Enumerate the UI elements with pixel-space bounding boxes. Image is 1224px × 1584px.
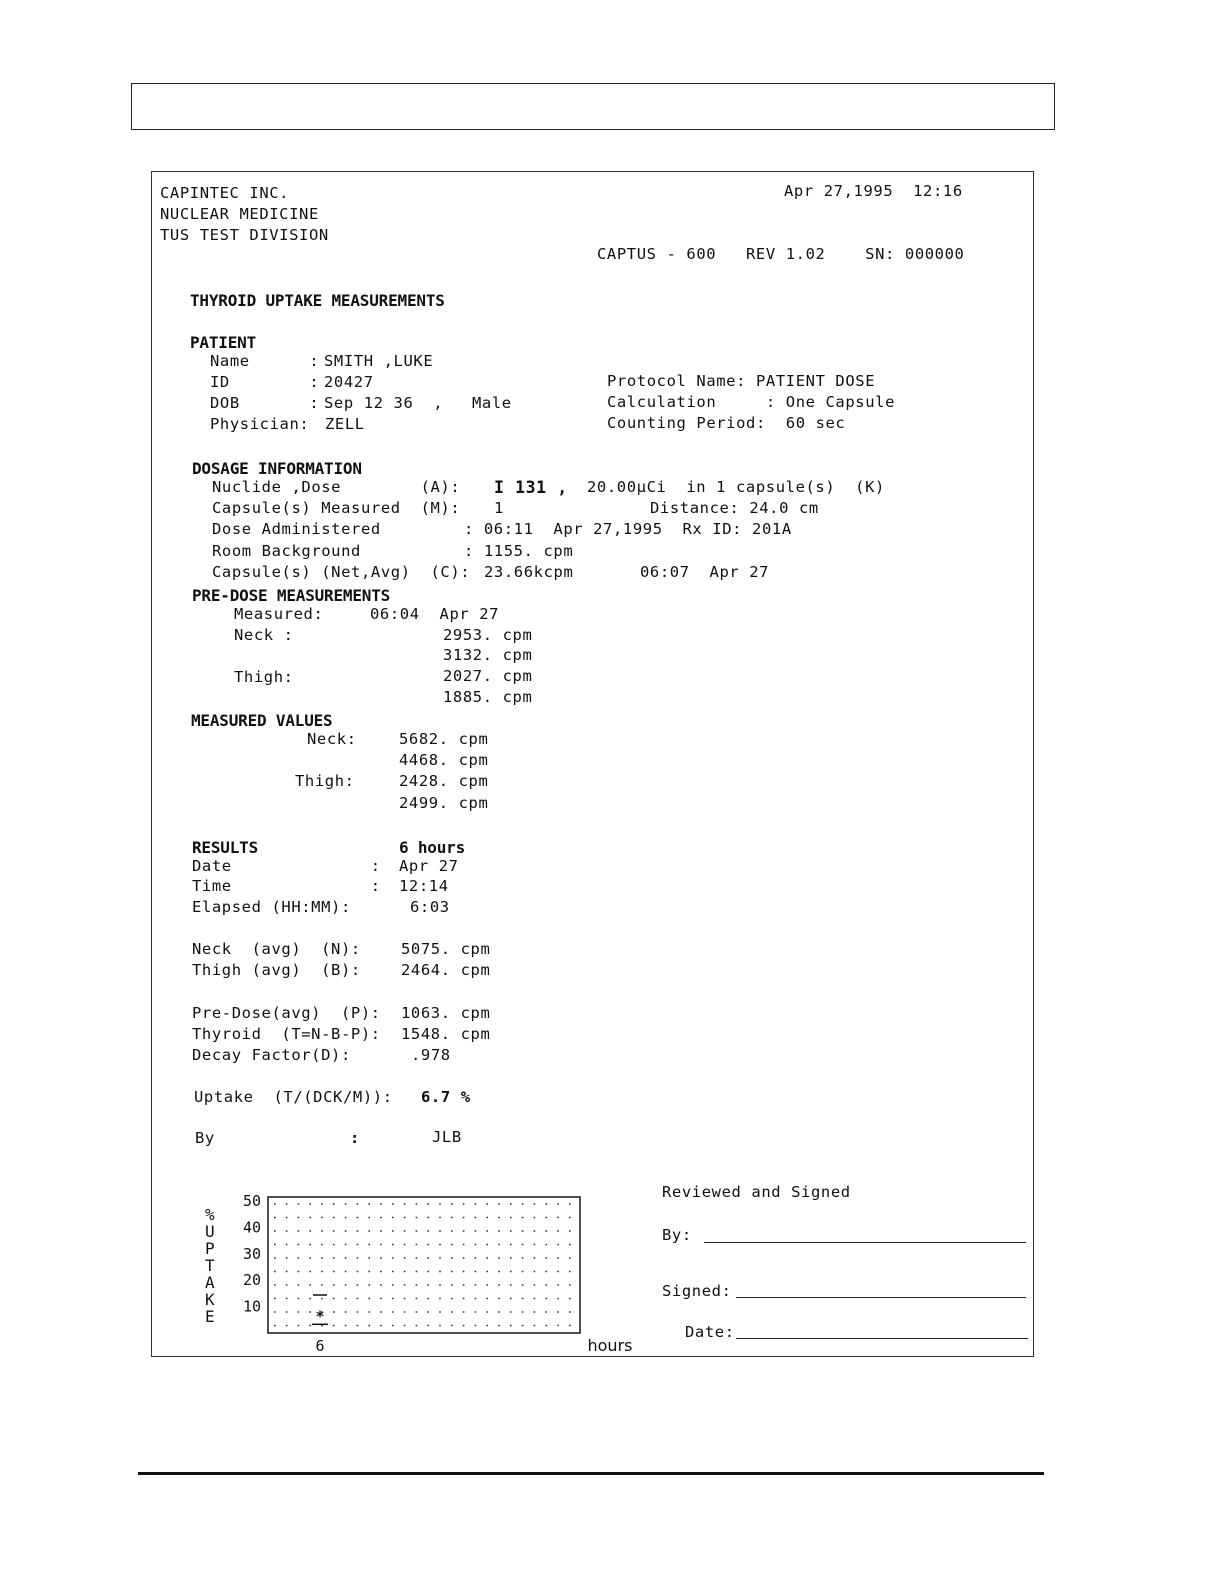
page-bottom-rule xyxy=(138,1472,1044,1475)
counting-period: Counting Period: 60 sec xyxy=(607,414,846,432)
thyroid-label: Thyroid (T=N-B-P): xyxy=(192,1025,381,1043)
predose-avg-value: 1063. cpm xyxy=(401,1004,491,1022)
predose-measured-label: Measured: xyxy=(234,605,324,623)
protocol-name: Protocol Name: PATIENT DOSE xyxy=(607,372,876,390)
signature-date-label: Date: xyxy=(685,1323,735,1341)
distance-value: Distance: 24.0 cm xyxy=(650,499,819,517)
predose-neck-label: Neck : xyxy=(234,626,294,644)
department-name: NUCLEAR MEDICINE xyxy=(160,205,319,223)
signature-by-label: By: xyxy=(662,1226,692,1244)
chart-y-axis-letter: U xyxy=(205,1222,215,1241)
dosage-heading: DOSAGE INFORMATION xyxy=(192,459,362,478)
predose-neck-value: 3132. cpm xyxy=(443,646,533,664)
chart-data-point: * xyxy=(315,1307,325,1326)
measured-neck-value: 5682. cpm xyxy=(399,730,489,748)
patient-sex: Male xyxy=(472,394,512,412)
calculation-type: Calculation : One Capsule xyxy=(607,393,896,411)
by-label: By xyxy=(195,1129,215,1147)
dose-administered-value: : 06:11 Apr 27,1995 Rx ID: 201A xyxy=(464,520,792,538)
predose-neck-value: 2953. cpm xyxy=(443,626,533,644)
uptake-label: Uptake (T/(DCK/M)): xyxy=(194,1088,393,1106)
chart-y-axis-letter: T xyxy=(205,1256,215,1275)
chart-y-tick-label: 30 xyxy=(242,1244,261,1263)
dob-label: DOB : xyxy=(210,394,320,412)
capsule-measured-label: Capsule(s) Measured (M): xyxy=(212,499,461,517)
measured-heading: MEASURED VALUES xyxy=(191,711,333,730)
room-background-value: : 1155. cpm xyxy=(464,542,574,560)
results-date-value: Apr 27 xyxy=(399,857,459,875)
chart-y-tick-label: 20 xyxy=(242,1271,261,1290)
signature-signed-label: Signed: xyxy=(662,1282,732,1300)
name-label: Name : xyxy=(210,352,320,370)
chart-y-tick-label: 50 xyxy=(242,1192,261,1210)
chart-y-axis-letter: A xyxy=(205,1273,215,1292)
dose-administered-label: Dose Administered xyxy=(212,520,381,538)
dose-value: 20.00µCi in 1 capsule(s) (K) xyxy=(587,478,885,496)
signature-heading: Reviewed and Signed xyxy=(662,1183,851,1201)
chart-y-axis-letter: E xyxy=(205,1307,215,1326)
report-title: THYROID UPTAKE MEASUREMENTS xyxy=(190,291,445,310)
chart-x-tick-label: 6 xyxy=(315,1337,325,1355)
chart-y-axis-letter: % xyxy=(205,1205,215,1224)
signature-signed-line[interactable] xyxy=(736,1297,1026,1298)
elapsed-label: Elapsed (HH:MM): xyxy=(192,898,351,916)
decay-factor-label: Decay Factor(D): xyxy=(192,1046,351,1064)
thigh-avg-value: 2464. cpm xyxy=(401,961,491,979)
uptake-value: 6.7 % xyxy=(421,1088,471,1106)
results-date-label: Date : xyxy=(192,857,381,875)
measured-thigh-value: 2499. cpm xyxy=(399,794,489,812)
device-info: CAPTUS - 600 REV 1.02 SN: 000000 xyxy=(597,245,965,263)
capsule-net-label: Capsule(s) (Net,Avg) (C): xyxy=(212,563,471,581)
elapsed-value: 6:03 xyxy=(410,898,450,916)
results-time-value: 12:14 xyxy=(399,877,449,895)
predose-thigh-value: 2027. cpm xyxy=(443,667,533,685)
uptake-chart xyxy=(225,1185,655,1355)
id-label: ID : xyxy=(210,373,320,391)
decay-factor-value: .978 xyxy=(411,1046,451,1064)
nuclide-value: I 131 , xyxy=(494,478,568,497)
chart-y-tick-label: 10 xyxy=(242,1297,261,1316)
thigh-avg-label: Thigh (avg) (B): xyxy=(192,961,361,979)
capsule-measured-value: 1 xyxy=(494,499,504,517)
report-date-time: Apr 27,1995 12:16 xyxy=(784,182,963,200)
physician-label: Physician: xyxy=(210,415,310,433)
measured-neck-value: 4468. cpm xyxy=(399,751,489,769)
nuclide-label: Nuclide ,Dose (A): xyxy=(212,478,461,496)
predose-thigh-label: Thigh: xyxy=(234,668,294,686)
physician-name: ZELL xyxy=(325,415,365,433)
measured-neck-label: Neck: xyxy=(307,730,357,748)
chart-y-axis-letter: K xyxy=(205,1290,215,1309)
division-name: TUS TEST DIVISION xyxy=(160,226,329,244)
capsule-net-value: 23.66kcpm xyxy=(484,563,574,581)
thyroid-value: 1548. cpm xyxy=(401,1025,491,1043)
results-time-label: Time : xyxy=(192,877,381,895)
predose-thigh-value: 1885. cpm xyxy=(443,688,533,706)
measured-thigh-value: 2428. cpm xyxy=(399,772,489,790)
company-name: CAPINTEC INC. xyxy=(160,184,290,202)
room-background-label: Room Background xyxy=(212,542,361,560)
patient-dob: Sep 12 36 , xyxy=(324,394,444,412)
by-colon: : xyxy=(350,1129,360,1147)
signature-date-line[interactable] xyxy=(736,1338,1028,1339)
patient-name: SMITH ,LUKE xyxy=(324,352,434,370)
capsule-net-time: 06:07 Apr 27 xyxy=(640,563,770,581)
neck-avg-label: Neck (avg) (N): xyxy=(192,940,361,958)
results-column-heading: 6 hours xyxy=(399,838,466,857)
measured-thigh-label: Thigh: xyxy=(295,772,355,790)
page-header-box xyxy=(131,83,1055,130)
by-value: JLB xyxy=(432,1128,462,1146)
chart-y-tick-label: 40 xyxy=(242,1218,261,1237)
chart-x-axis-label: hours xyxy=(587,1336,633,1355)
predose-heading: PRE-DOSE MEASUREMENTS xyxy=(192,586,391,605)
report-frame xyxy=(151,171,1034,1357)
results-heading: RESULTS xyxy=(192,838,259,857)
predose-avg-label: Pre-Dose(avg) (P): xyxy=(192,1004,381,1022)
chart-y-axis-letter: P xyxy=(205,1239,215,1258)
patient-heading: PATIENT xyxy=(190,333,257,352)
neck-avg-value: 5075. cpm xyxy=(401,940,491,958)
predose-measured-value: 06:04 Apr 27 xyxy=(370,605,500,623)
patient-id: 20427 xyxy=(324,373,374,391)
signature-by-line[interactable] xyxy=(704,1242,1026,1243)
